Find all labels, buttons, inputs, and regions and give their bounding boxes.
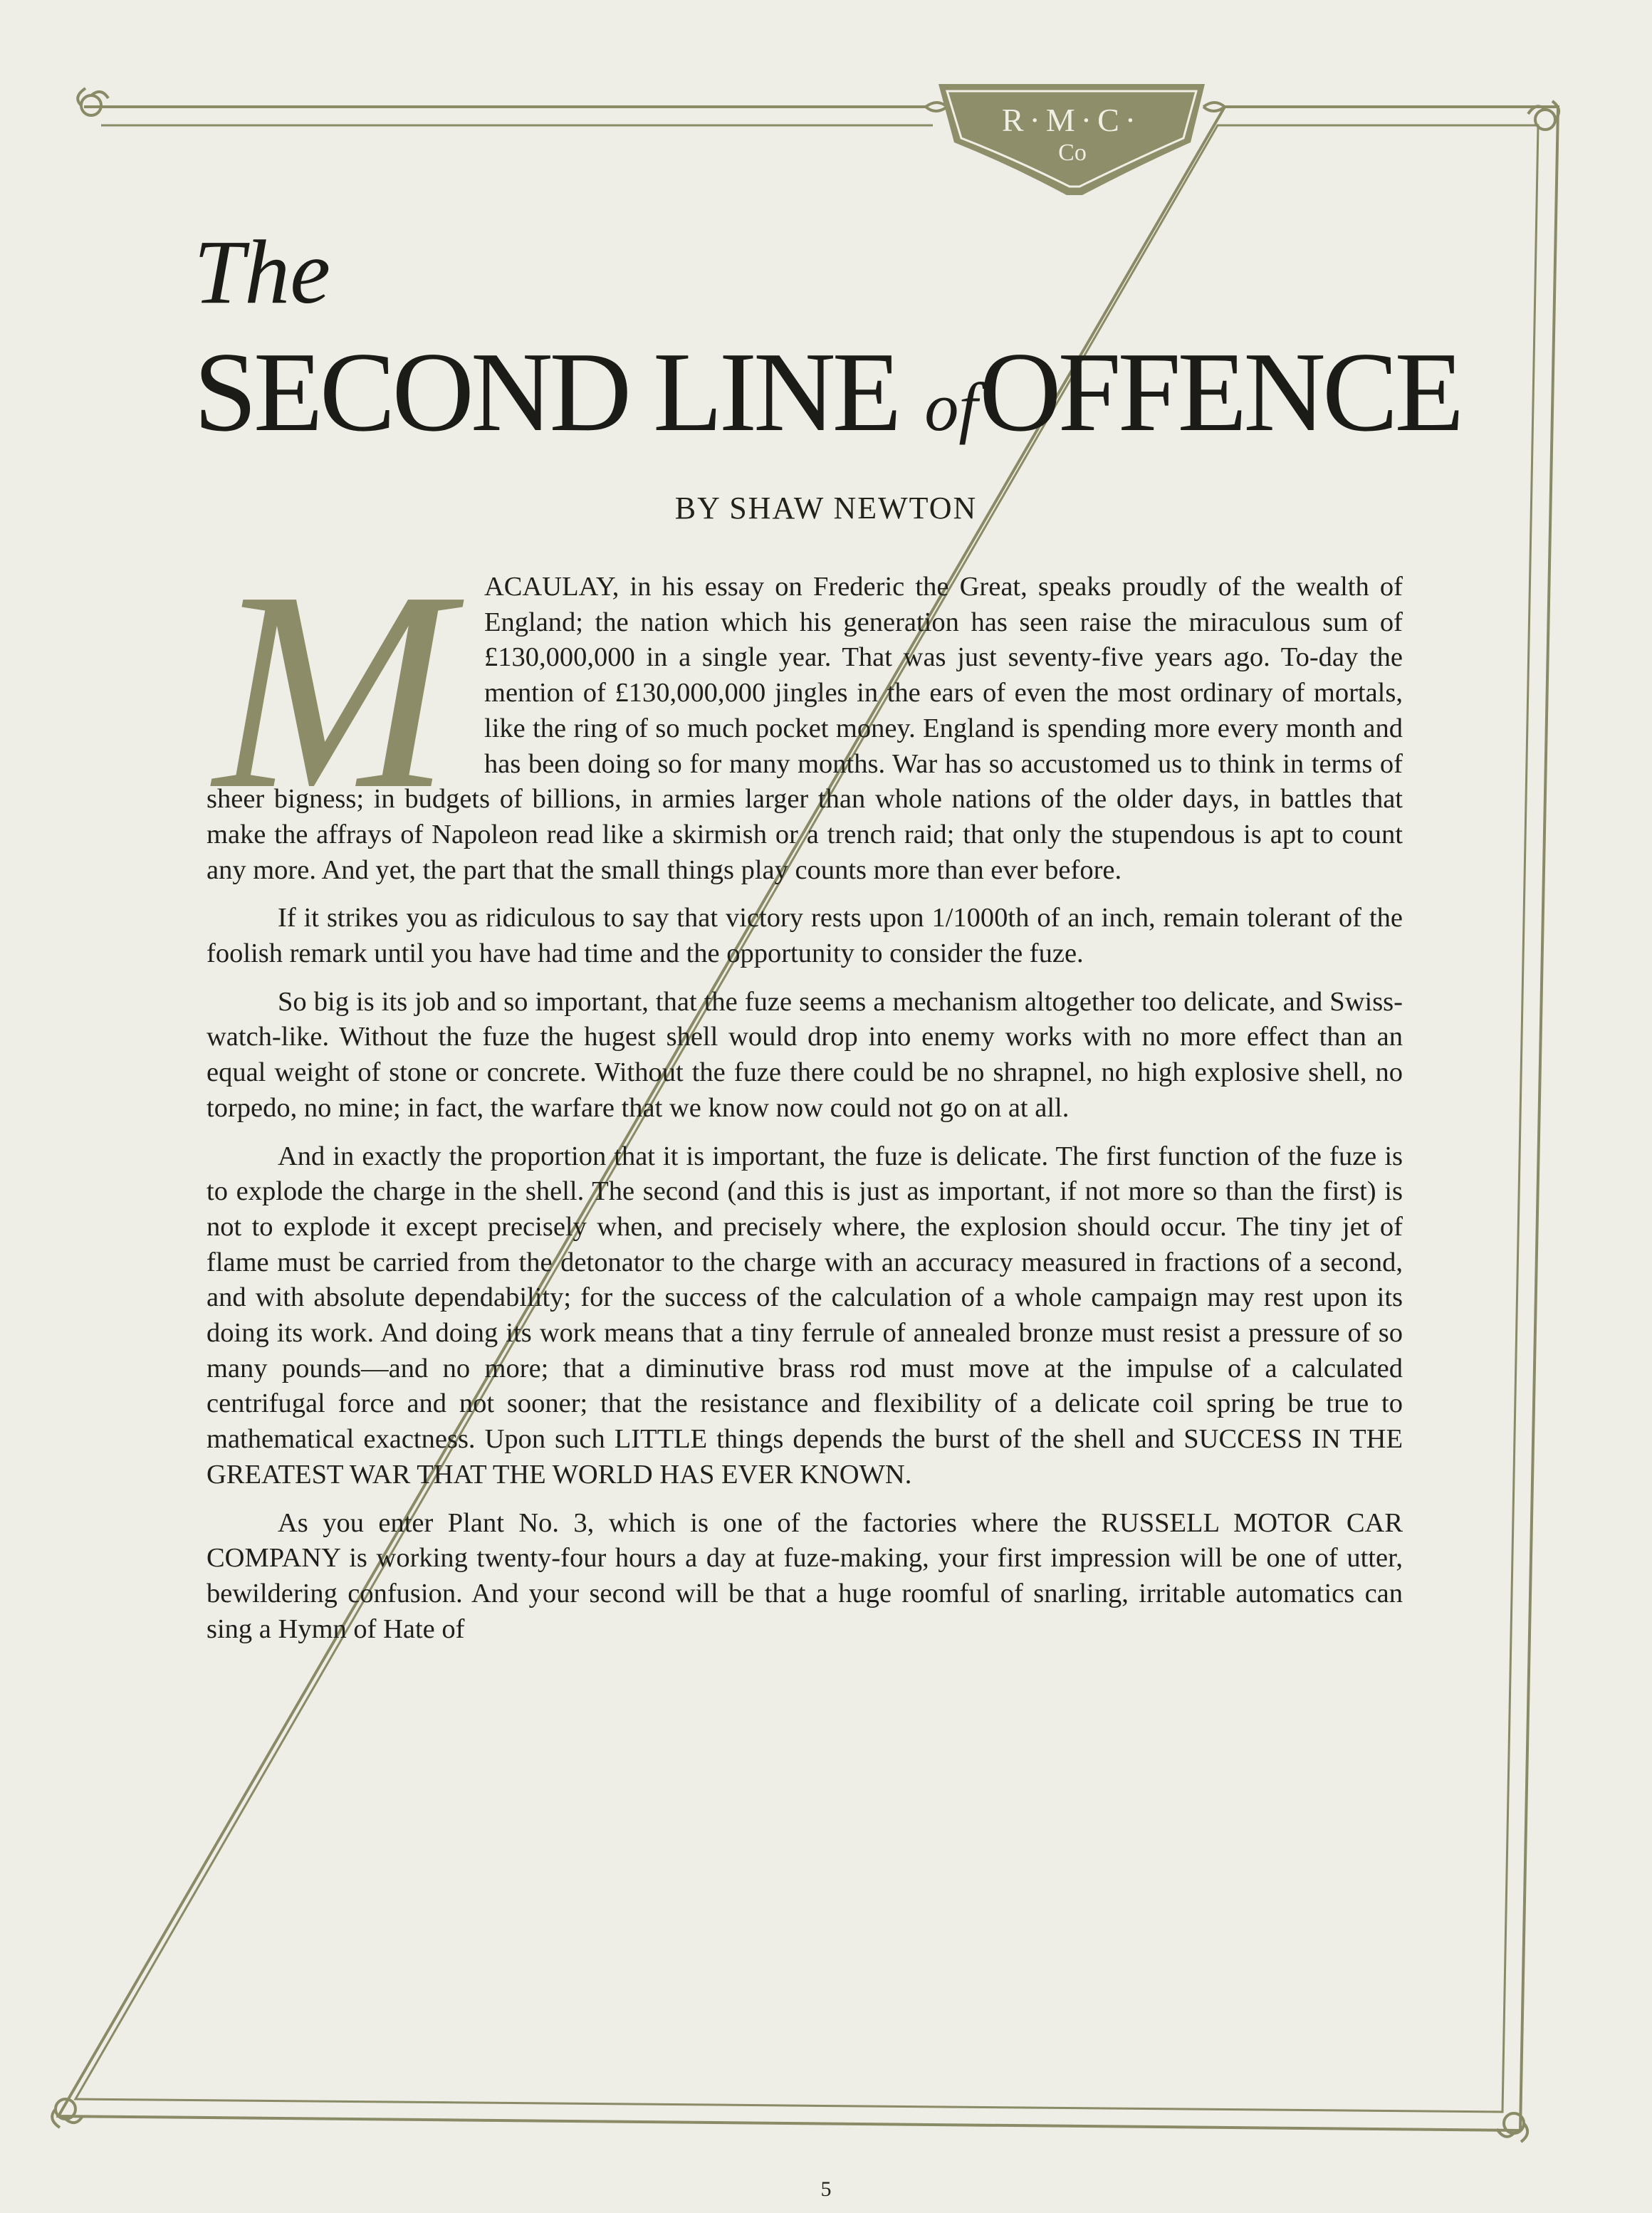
byline: BY SHAW NEWTON — [674, 491, 978, 525]
emblem-co: Co — [1058, 140, 1087, 166]
article-body — [206, 570, 1403, 1660]
paragraph: ACAULAY, in his essay on Frederic the Great, speaks proudly of the wealth of England; the nation which his generation has seen raise the miraculous sum of £130,000,000 in a single year. That was just seventy-five years ago. To-day the mention of £130,000,000 jingles in the ears of even the most ordinary of mortals, like the ring of so much pocket money. England is spending more every month and has been doing so for many months. War has so accustomed us to think in terms of sheer bigness; in budgets of billions, in armies larger than whole nations of the older days, in battles that make the affrays of Napoleon read like a skirmish or a trench raid; that only the stupendous is apt to count any more. And yet, the part that the small things play counts more than ever before. — [206, 572, 1403, 885]
emblem-letters: R·M·C· — [1001, 102, 1142, 138]
title-of: of — [924, 369, 978, 445]
drop-cap: M — [214, 533, 451, 848]
page-number: 5 — [820, 2177, 832, 2201]
page-title — [194, 328, 1461, 455]
title-main-right: OFFENCE — [979, 328, 1461, 455]
title-main-left: SECOND LINE — [194, 328, 899, 455]
paragraph: As you enter Plant No. 3, which is one of the factories where the RUSSELL MOTOR CAR COMPANY is working twenty-four hours a day at fuze-making, your first impression will be one of utter, bewildering confusion. And your second will be that a huge roomful of snarling, irritable automatics can sing a Hymn of Hate of — [206, 1507, 1403, 1644]
paragraph: If it strikes you as ridiculous to say that victory rests upon 1/1000th of an inch, remain tolerant of the foolish remark until you have had time and the opportunity to consider the fuze. — [206, 903, 1403, 969]
title-prefix: The — [194, 221, 330, 323]
paragraph: And in exactly the proportion that it is important, the fuze is delicate. The first function of the fuze is to explode the charge in the shell. The second (and this is just as important, if not more so than the first) is not to explode it except precisely when, and precisely where, the explosion should occur. The tiny jet of flame must be carried from the detonator to the charge with an accuracy measured in fractions of a second, and with absolute dependability; for the success of the calculation of a whole campaign may rest upon its doing its work. And doing its work means that a tiny ferrule of annealed bronze must resist a pressure of so many pounds—and no more; that a diminutive brass rod must move at the impulse of a calculated centrifugal force and not sooner; that the resistance and flexibility of a delicate coil spring be true to mathematical exactness. Upon such LITTLE things depends the burst of the shell and SUCCESS IN THE GREATEST WAR THAT THE WORLD HAS EVER KNOWN. — [206, 1141, 1403, 1490]
drop-cap-space — [206, 570, 484, 769]
paragraph: So big is its job and so important, that the fuze seems a mechanism altogether too delicate, and Swiss-watch-like. Without the fuze the hugest shell would drop into enemy works with no more effect than an equal weight of stone or concrete. Without the fuze there could be no shrapnel, no high explosive shell, no torpedo, no mine; in fact, the warfare that we know now could not go on at all. — [206, 986, 1403, 1123]
